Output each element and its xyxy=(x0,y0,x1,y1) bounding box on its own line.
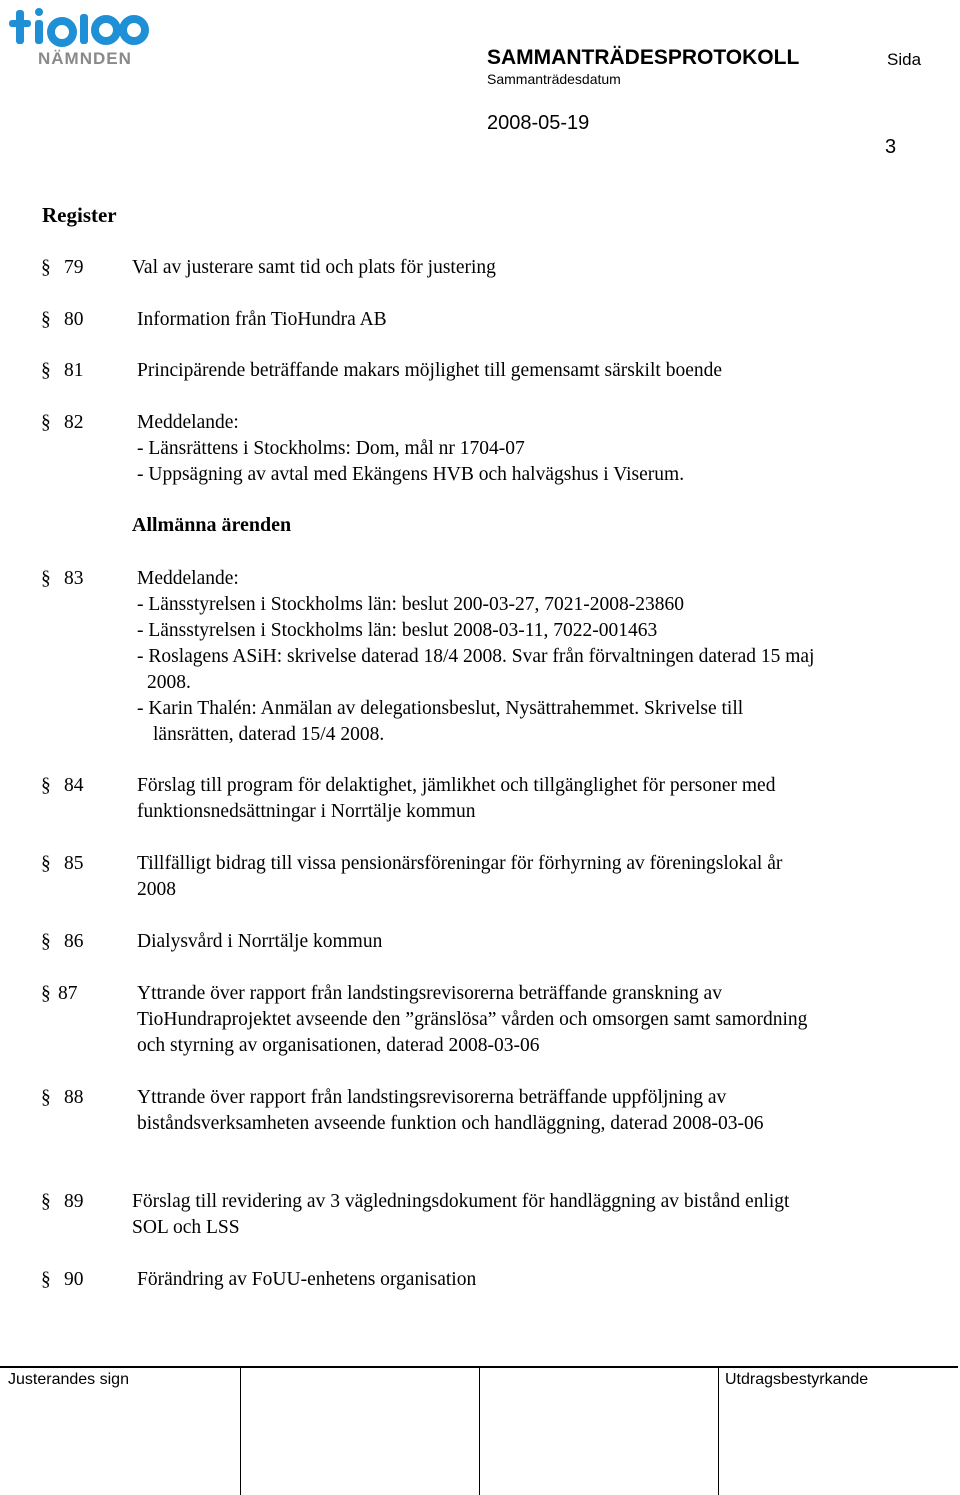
entry-text: Val av justerare samt tid och plats för justering xyxy=(132,257,496,278)
section-symbol: § xyxy=(41,931,51,952)
logo-subtitle: NÄMNDEN xyxy=(38,49,132,68)
entry-number: 86 xyxy=(64,931,84,952)
section-heading: Allmänna ärenden xyxy=(132,514,292,536)
footer-column-divider xyxy=(718,1368,719,1495)
entry-text: Meddelande: - Länsstyrelsen i Stockholms län: beslut 200-03-27, 7021-2008-23860 - Länsstyrelsen i Stockholms län: beslut 2008-03-11, 7022-001463 - Roslagens ASiH: skrivelse daterad 18/4 2008. Svar från förvaltningen daterad 15 maj 2008. - Karin Thalén: Anmälan av delegationsbeslut, Nysättrahemmet. Skrivelse till länsrätten, daterad 15/4 2008. xyxy=(137,568,815,745)
footer-column-divider xyxy=(479,1368,480,1495)
entry-text: Förslag till revidering av 3 vägledningsdokument för handläggning av bistånd enligt SOL och LSS xyxy=(132,1191,790,1238)
justerandes-sign-label: Justerandes sign xyxy=(8,1371,129,1388)
utdragsbestyrkande-label: Utdragsbestyrkande xyxy=(725,1371,869,1388)
entry-text: Principärende beträffande makars möjlighet till gemensamt särskilt boende xyxy=(137,360,722,381)
entry-text: Yttrande över rapport från landstingsrevisorerna beträffande granskning av TioHundraprojektet avseende den ”gränslösa” vården och omsorgen samt samordning och styrning av organisationen, daterad 2008-03-06 xyxy=(137,983,808,1056)
entry-number: 90 xyxy=(64,1269,84,1290)
entry-number: 89 xyxy=(64,1191,84,1212)
entry-text: Förslag till program för delaktighet, jämlikhet och tillgänglighet för personer med funktionsnedsättningar i Norrtälje kommun xyxy=(137,775,776,822)
page-number: 3 xyxy=(885,136,897,158)
section-symbol: § xyxy=(41,1087,51,1108)
entry-number: 80 xyxy=(64,309,84,330)
section-symbol: § xyxy=(41,309,51,330)
entry-number: 87 xyxy=(58,983,78,1004)
entry-text: Information från TioHundra AB xyxy=(137,309,387,330)
section-symbol: § xyxy=(41,775,51,796)
register-heading: Register xyxy=(42,203,117,227)
section-symbol: § xyxy=(41,983,51,1004)
section-symbol: § xyxy=(41,257,51,278)
section-symbol: § xyxy=(41,1269,51,1290)
entry-number: 88 xyxy=(64,1087,84,1108)
entry-number: 81 xyxy=(64,360,84,381)
section-symbol: § xyxy=(41,360,51,381)
document-title: SAMMANTRÄDESPROTOKOLL xyxy=(487,46,800,69)
entry-text: Meddelande: - Länsrättens i Stockholms: Dom, mål nr 1704-07 - Uppsägning av avtal med Ekängens HVB och halvägshus i Viserum. xyxy=(137,412,685,485)
entry-text: Tillfälligt bidrag till vissa pensionärsföreningar för förhyrning av föreningslokal år 2008 xyxy=(137,853,783,900)
entry-text: Förändring av FoUU-enhetens organisation xyxy=(137,1269,477,1290)
section-symbol: § xyxy=(41,568,51,589)
meeting-date: 2008-05-19 xyxy=(487,112,590,134)
entry-number: 79 xyxy=(64,257,84,278)
entry-number: 85 xyxy=(64,853,84,874)
entry-number: 83 xyxy=(64,568,84,589)
entry-number: 82 xyxy=(64,412,84,433)
entry-text: Yttrande över rapport från landstingsrevisorerna beträffande uppföljning av biståndsverksamheten avseende funktion och handläggning, daterad 2008-03-06 xyxy=(137,1087,764,1134)
section-symbol: § xyxy=(41,1191,51,1212)
entry-number: 84 xyxy=(64,775,84,796)
footer-column-divider xyxy=(240,1368,241,1495)
entry-text: Dialysvård i Norrtälje kommun xyxy=(137,931,383,952)
page-label: Sida xyxy=(887,50,922,69)
section-symbol: § xyxy=(41,412,51,433)
meeting-date-label: Sammanträdesdatum xyxy=(487,71,621,87)
section-symbol: § xyxy=(41,853,51,874)
